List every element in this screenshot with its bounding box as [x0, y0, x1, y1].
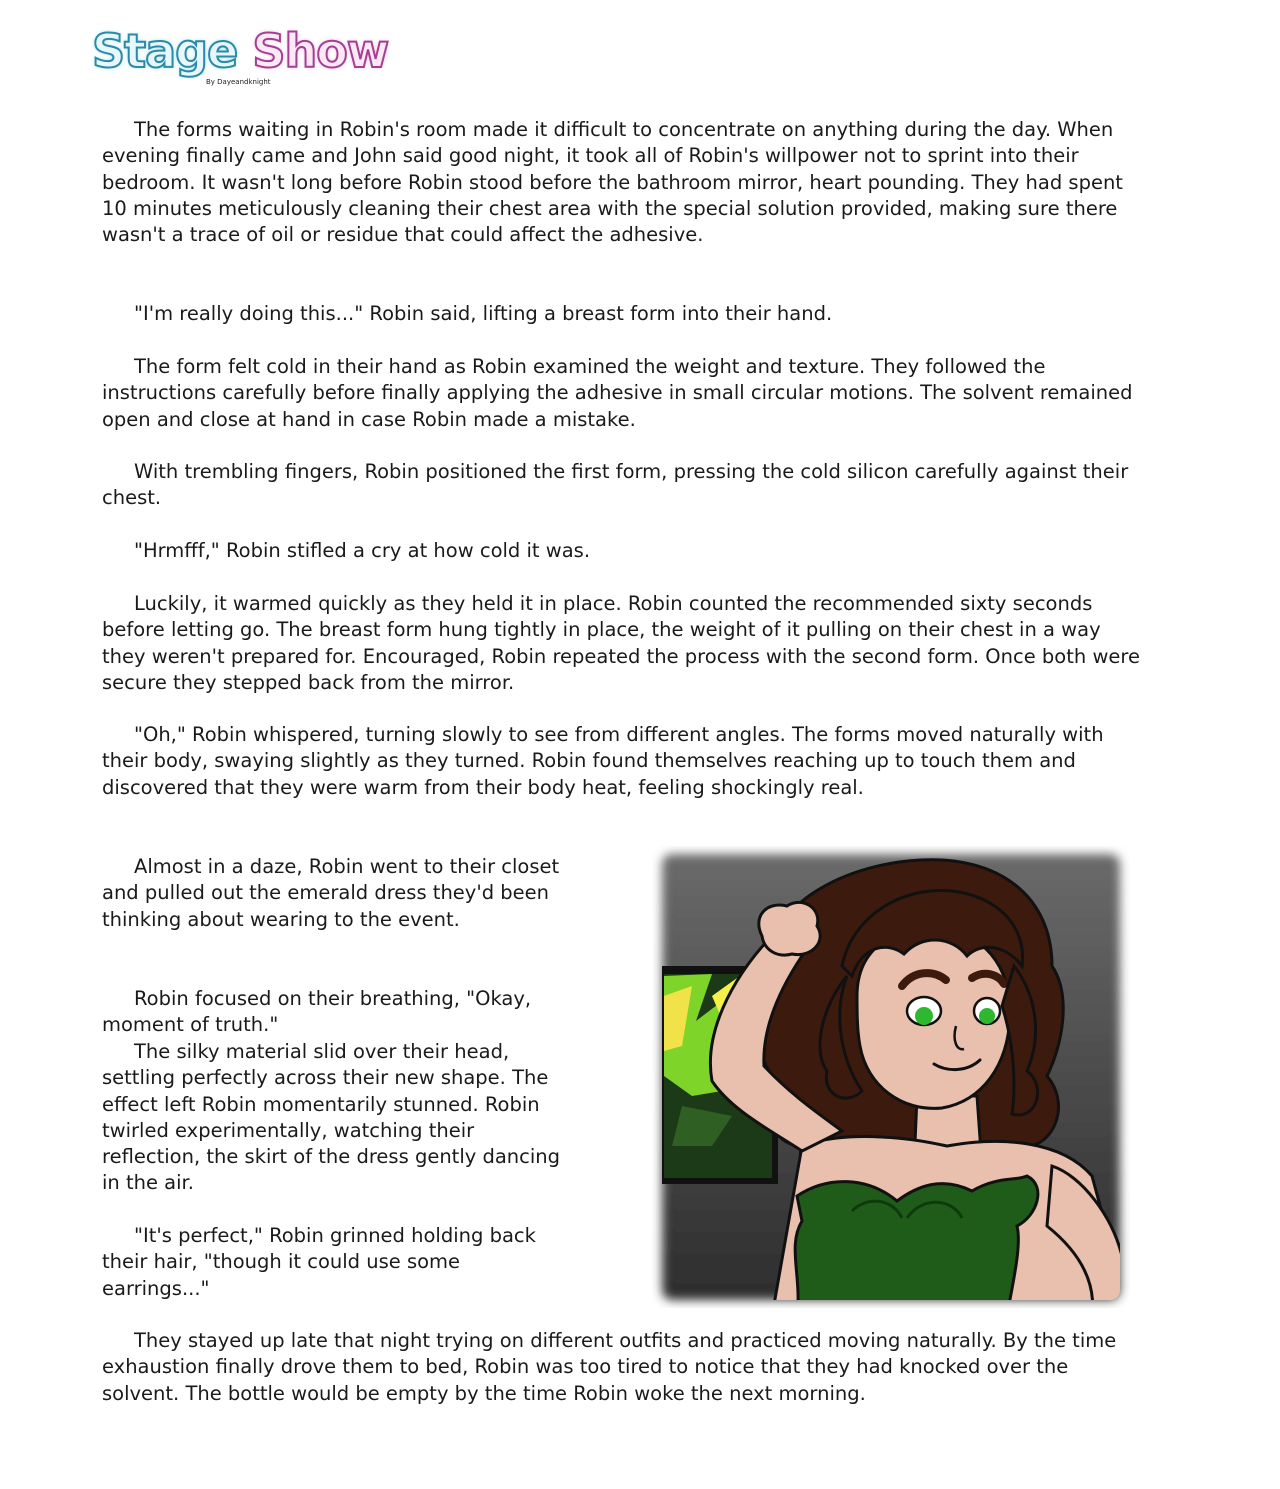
paragraph-4: With trembling fingers, Robin positioned the first form, pressing the cold silicon carefully against their chest.	[102, 460, 1129, 510]
hand	[759, 902, 820, 955]
paragraph-6: Luckily, it warmed quickly as they held it in place. Robin counted the recommended sixty seconds before letting go. The breast form hung tightly in place, the weight of it pulling on their chest in a way they weren't prepared for. Encouraged, Robin repeated the process with the second form. Once both were secure they stepped back from the mirror.	[102, 592, 1140, 694]
paragraph-7: "Oh," Robin whispered, turning slowly to see from different angles. The forms moved naturally with their body, swaying slightly as they turned. Robin found themselves reaching up to touch them and discovered that they were warm from their body heat, feeling shockingly real.	[102, 723, 1104, 799]
title-word-show: Show	[252, 24, 389, 78]
paragraph-12: They stayed up late that night trying on different outfits and practiced moving naturally. By the time exhaustion finally drove them to bed, Robin was too tired to notice that they had knocked over the solvent. The bottle would be empty by the time Robin woke the next morning.	[102, 1329, 1117, 1405]
story-title	[92, 22, 388, 80]
robin-illustration	[652, 846, 1130, 1308]
paragraph-11: "It's perfect," Robin grinned holding back their hair, "though it could use some earrings..."	[102, 1224, 536, 1300]
paragraph-10: The silky material slid over their head, settling perfectly across their new shape. The effect left Robin momentarily stunned. Robin twirled experimentally, watching their reflection, the skirt of the dress gently dancing in the air.	[102, 1040, 561, 1195]
paragraph-9: Robin focused on their breathing, "Okay, moment of truth."	[102, 987, 532, 1037]
robin-character-art	[652, 846, 1130, 1308]
paragraph-3: The form felt cold in their hand as Robin examined the weight and texture. They followed the instructions carefully before finally applying the adhesive in small circular motions. The solvent remained open and close at hand in case Robin made a mistake.	[102, 355, 1133, 431]
paragraph-5: "Hrmfff," Robin stifled a cry at how cold it was.	[134, 539, 591, 562]
story-logo	[92, 22, 402, 92]
author-byline: By Dayeandknight	[206, 78, 271, 86]
emerald-dress	[795, 1176, 1038, 1308]
paragraph-1: The forms waiting in Robin's room made it difficult to concentrate on anything during the day. When evening finally came and John said good night, it took all of Robin's willpower not to sprint into their bedroom. It wasn't long before Robin stood before the bathroom mirror, heart pounding. They had spent 10 minutes meticulously cleaning their chest area with the special solution provided, making sure there wasn't a trace of oil or residue that could affect the adhesive.	[102, 118, 1123, 247]
title-word-stage: Stage	[92, 24, 238, 78]
paragraph-2: "I'm really doing this..." Robin said, lifting a breast form into their hand.	[134, 302, 833, 325]
paragraph-8: Almost in a daze, Robin went to their closet and pulled out the emerald dress they'd been thinking about wearing to the event.	[102, 855, 560, 931]
